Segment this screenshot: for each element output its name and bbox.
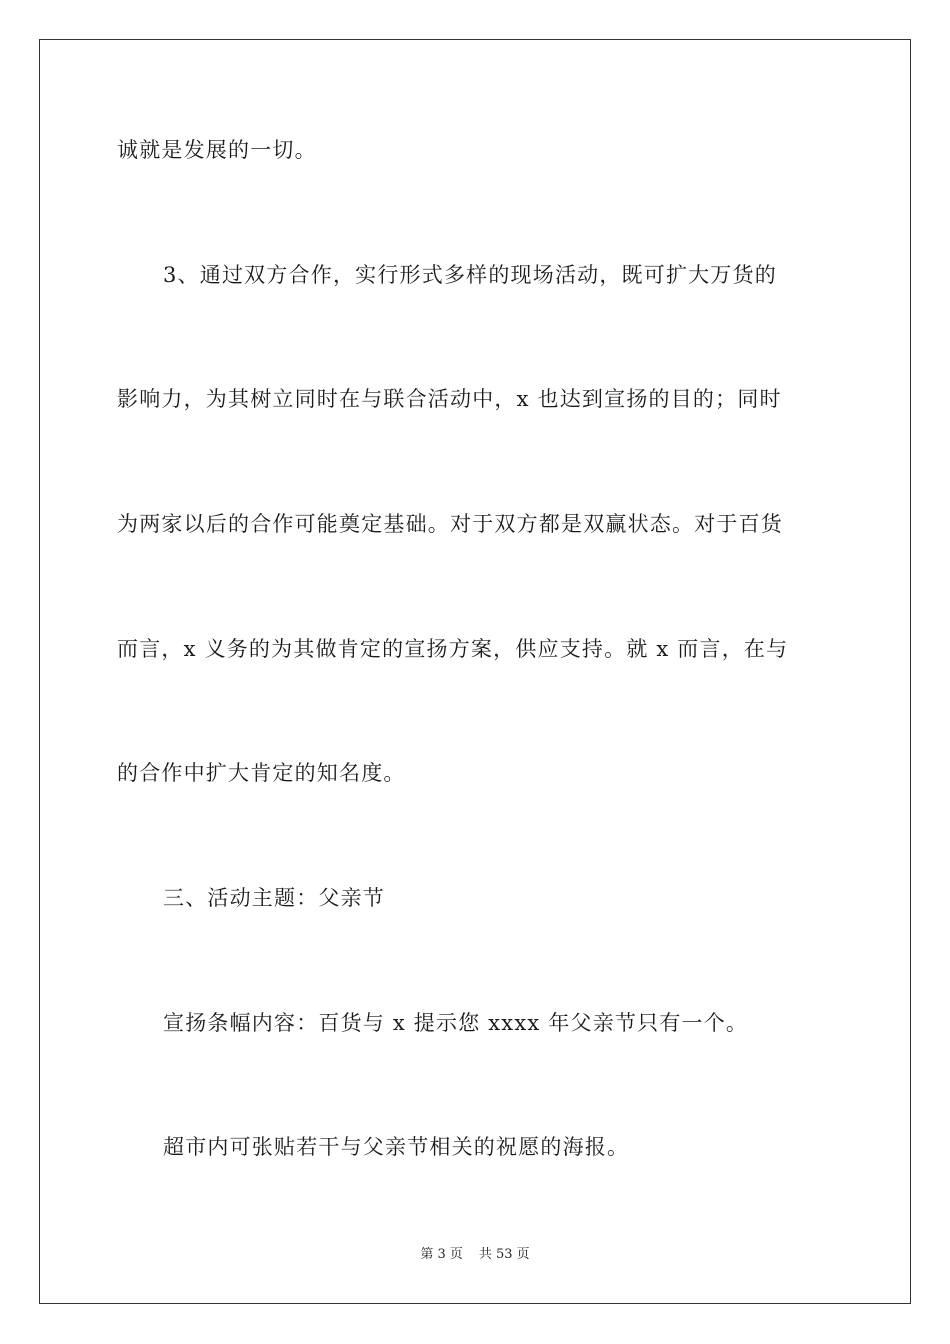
page-border: [39, 39, 911, 1304]
page-footer: [0, 1246, 950, 1264]
page-number-current: 第 3 页: [420, 1247, 463, 1262]
paragraph-line: 超市内可张贴若干与父亲节相关的祝愿的海报。: [163, 1135, 630, 1159]
paragraph-line: 为两家以后的合作可能奠定基础。对于双方都是双赢状态。对于百货: [117, 512, 783, 536]
page-number-total: 共 53 页: [478, 1247, 530, 1262]
paragraph-line: 3、通过双方合作，实行形式多样的现场活动，既可扩大万货的: [163, 263, 777, 287]
paragraph-line: 影响力，为其树立同时在与联合活动中，x 也达到宣扬的目的；同时: [117, 387, 782, 411]
paragraph-line: 的合作中扩大肯定的知名度。: [117, 761, 406, 785]
paragraph-line: 诚就是发展的一切。: [117, 138, 317, 162]
section-heading: 三、活动主题：父亲节: [163, 886, 385, 910]
paragraph-line: 宣扬条幅内容：百货与 x 提示您 xxxx 年父亲节只有一个。: [163, 1011, 749, 1035]
paragraph-line: 而言，x 义务的为其做肯定的宣扬方案，供应支持。就 x 而言，在与: [117, 637, 789, 661]
